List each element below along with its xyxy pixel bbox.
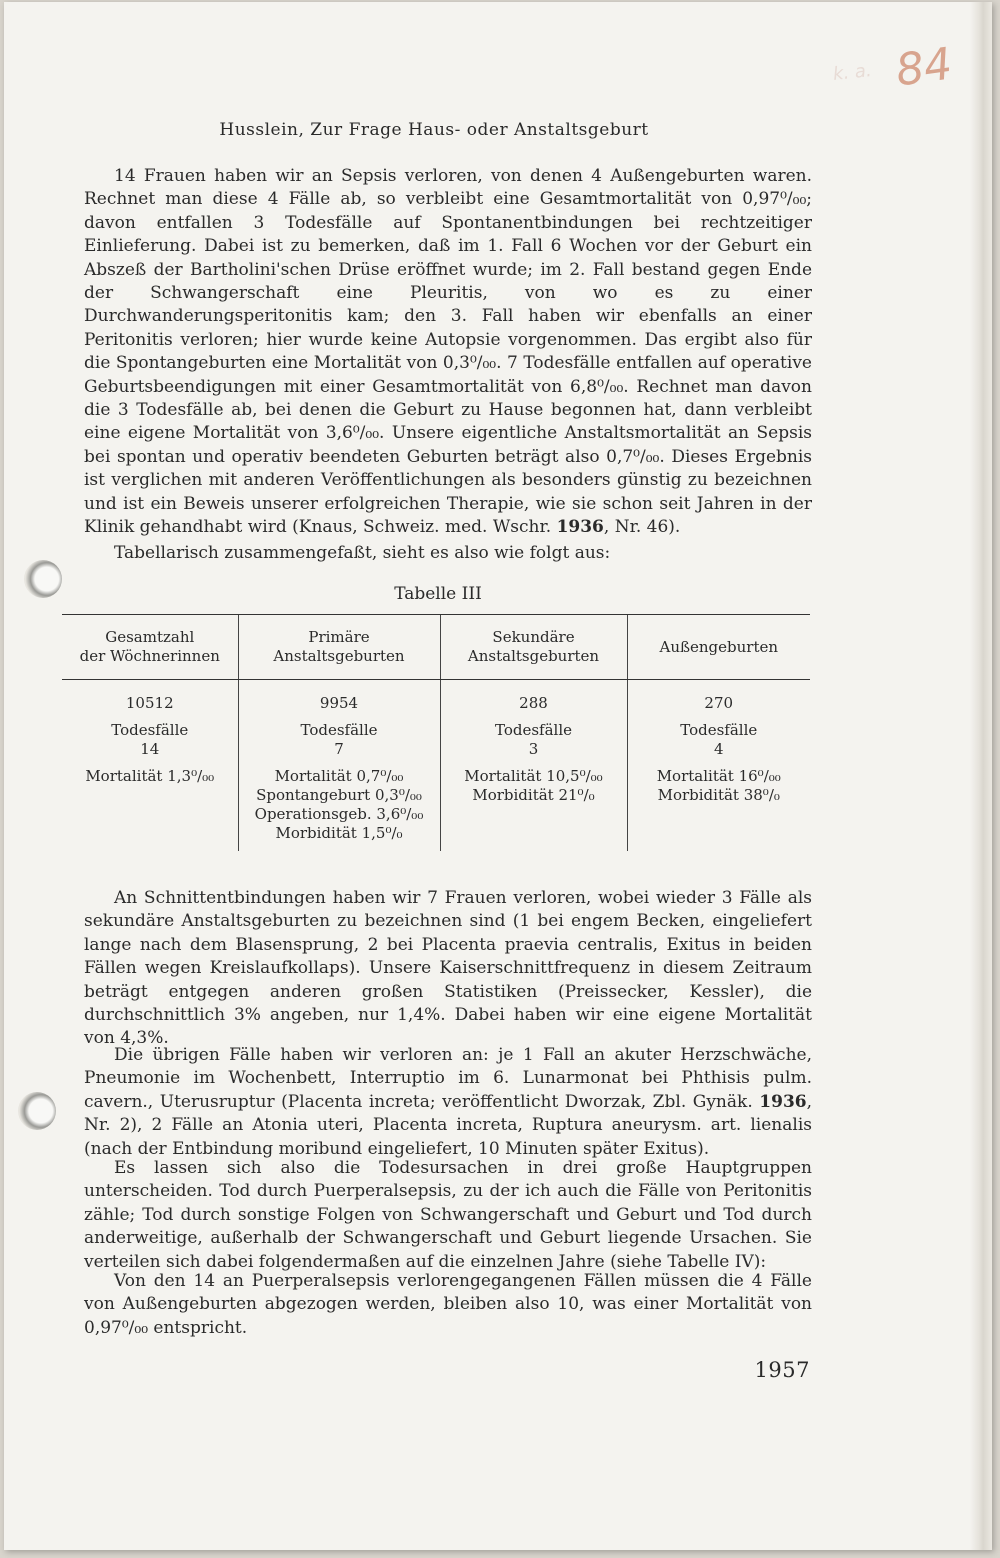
header-primary-births: Primäre Anstaltsgeburten	[238, 615, 440, 680]
paragraph-other-causes: Die übrigen Fälle haben wir verloren an: je 1 Fall an akuter Herzschwäche, Pneumonie im Wochenbett, Interruptio im 6. Lunarmonat bei Phthisis pulm. cavern., Uterusruptur (Placenta increta; veröffentlicht Dworzak, Zbl. Gynäk. 1936, Nr. 2), 2 Fälle an Atonia uteri, Placenta increta, Ruptura aneurysm. art. lienalis (nach der Entbindung moribund eingeliefert, 10 Minuten später Exitus).	[84, 1045, 813, 1159]
faint-pencil-mark: k. a.	[832, 60, 873, 85]
citation-year: 1936	[556, 517, 604, 538]
paragraph-death-groups: Es lassen sich also die Todesursachen in drei große Hauptgruppen unterscheiden. Tod durch Puerperalsepsis, zu der ich auch die Fälle von Peritonitis zähle; Tod durch sonstige Folgen von Schwangerschaft und Geburt und Tod durch anderweitige, außerhalb der Schwangerschaft und Geburt liegende Ursachen. Sie verteilen sich dabei folgendermaßen auf die einzelnen Jahre (siehe Tabelle IV):	[84, 1158, 812, 1272]
table-iii	[62, 614, 810, 851]
table-header-row	[62, 615, 810, 680]
cell-primary-births: 9954 Todesfälle 7 Mortalität 0,7⁰/₀₀ Spontangeburt 0,3⁰/₀₀ Operationsgeb. 3,6⁰/₀₀ Morbidität 1,5⁰/₀	[238, 680, 440, 852]
document-page	[4, 2, 992, 1550]
running-header: Husslein, Zur Frage Haus- oder Anstaltsgeburt	[219, 120, 649, 140]
citation-year: 1936	[759, 1091, 807, 1112]
paragraph-sepsis-summary: Von den 14 an Puerperalsepsis verlorengegangenen Fällen müssen die 4 Fälle von Außengeburten abgezogen werden, bleiben also 10, was einer Mortalität von 0,97⁰/₀₀ entspricht.	[84, 1271, 812, 1338]
paragraph-sepsis: 14 Frauen haben wir an Sepsis verloren, von denen 4 Außengeburten waren. Rechnet man diese 4 Fälle ab, so verbleibt eine Gesamtmortalität von 0,97⁰/₀₀; davon entfallen 3 Todesfälle auf Spontanentbindungen bei rechtzeitiger Einlieferung. Dabei ist zu bemerken, daß im 1. Fall 6 Wochen vor der Geburt ein Abszeß der Bartholini'schen Drüse eröffnet wurde; im 2. Fall bestand gegen Ende der Schwangerschaft eine Pleuritis, von wo es zu einer Durchwanderungsperitonitis kam; den 3. Fall haben wir ebenfalls an einer Peritonitis verloren; hier wurde keine Autopsie vorgenommen. Das ergibt also für die Spontangeburten eine Mortalität von 0,3⁰/₀₀. 7 Todesfälle entfallen auf operative Geburtsbeendigungen mit einer Gesamtmortalität von 6,8⁰/₀₀. Rechnet man davon die 3 Todesfälle ab, bei denen die Geburt zu Hause begonnen hat, dann verbleibt eine eigene Mortalität von 3,6⁰/₀₀. Unsere eigentliche Anstaltsmortalität an Sepsis bei spontan und operativ beendeten Geburten beträgt also 0,7⁰/₀₀. Dieses Ergebnis ist verglichen mit anderen Veröffentlichungen als besonders günstig zu bezeichnen und ist ein Beweis unserer erfolgreichen Therapie, wie sie schon seit Jahren in der Klinik gehandhabt wird (Knaus, Schweiz. med. Wschr. 1936, Nr. 46).	[84, 166, 812, 538]
page-number: 1957	[754, 1358, 810, 1382]
cell-external-births: 270 Todesfälle 4 Mortalität 16⁰/₀₀ Morbidität 38⁰/₀	[627, 680, 810, 852]
table-row	[62, 680, 810, 852]
cell-total-women: 10512 Todesfälle 14 Mortalität 1,3⁰/₀₀	[85, 694, 215, 785]
table-caption: Tabelle III	[394, 584, 482, 604]
header-secondary-births: Sekundäre Anstaltsgeburten	[440, 615, 627, 680]
punch-hole-lower	[18, 1092, 56, 1130]
paragraph-table-intro: Tabellarisch zusammengefaßt, sieht es also wie folgt aus:	[114, 543, 611, 563]
header-external-births: Außengeburten	[627, 615, 810, 680]
cell-secondary-births: 288 Todesfälle 3 Mortalität 10,5⁰/₀₀ Morbidität 21⁰/₀	[440, 680, 627, 852]
header-total-women: Gesamtzahl der Wöchnerinnen	[62, 615, 238, 680]
paragraph-cesarean: An Schnittentbindungen haben wir 7 Frauen verloren, wobei wieder 3 Fälle als sekundäre Anstaltsgeburten zu bezeichnen sind (1 bei engem Becken, eingeliefert lange nach dem Blasensprung, 2 bei Placenta praevia centralis, Exitus in beiden Fällen wegen Kreislaufkollaps). Unsere Kaiserschnittfrequenz in diesem Zeitraum beträgt entgegen anderen großen Statistiken (Preissecker, Kessler), die durchschnittlich 3% angeben, nur 1,4%. Dabei haben wir eine eigene Mortalität von 4,3%.	[84, 888, 812, 1049]
handwritten-page-annotation: 84	[892, 38, 956, 97]
